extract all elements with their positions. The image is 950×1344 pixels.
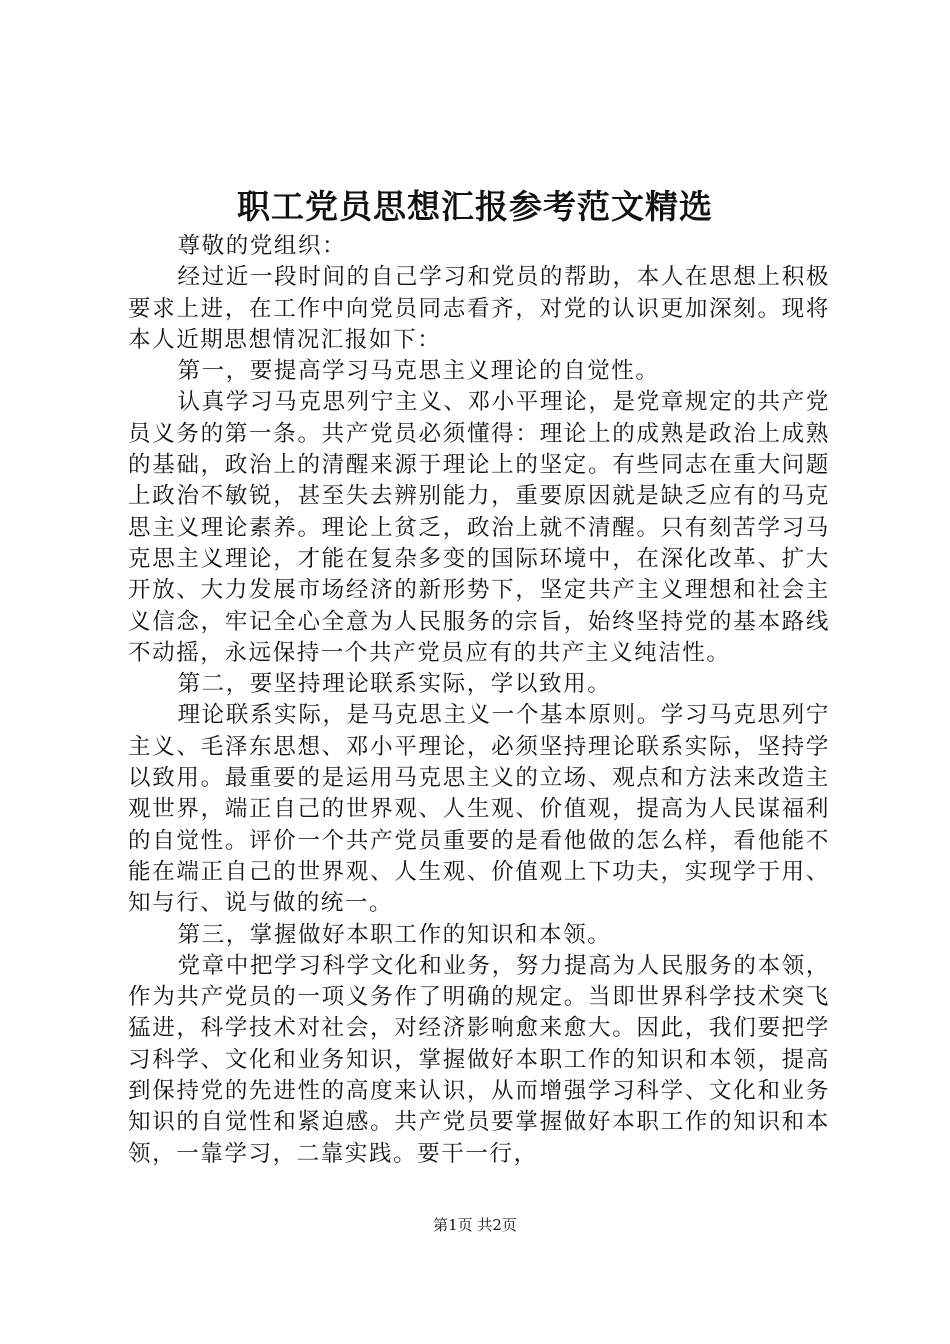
section-heading-1: 第一，要提高学习马克思主义理论的自觉性。 [177, 358, 660, 385]
intro-paragraph: 经过近一段时间的自己学习和党员的帮助，本人在思想上积极要求上进，在工作中向党员同志看齐，对党的认识更加深刻。现将本人近期思想情况汇报如下： [128, 264, 830, 353]
document-body [128, 231, 830, 1170]
section-body-3: 党章中把学习科学文化和业务，努力提高为人民服务的本领，作为共产党员的一项义务作了明确的规定。当即世界科学技术突飞猛进，科学技术对社会，对经济影响愈来愈大。因此，我们要把学习科学、文化和业务知识，掌握做好本职工作的知识和本领，提高到保持党的先进性的高度来认识，从而增强学习科学、文化和业务知识的自觉性和紧迫感。共产党员要掌握做好本职工作的知识和本领，一靠学习，二靠实践。要干一行， [128, 952, 830, 1167]
document-title: 职工党员思想汇报参考范文精选 [237, 187, 713, 226]
salutation-paragraph: 尊敬的党组织： [177, 233, 347, 259]
section-heading-2: 第二，要坚持理论联系实际，学以致用。 [177, 671, 612, 698]
section-body-2: 理论联系实际，是马克思主义一个基本原则。学习马克思列宁主义、毛泽东思想、邓小平理论，必须坚持理论联系实际，坚持学以致用。最重要的是运用马克思主义的立场、观点和方法来改造主观世界，端正自己的世界观、人生观、价值观，提高为人民谋福利的自觉性。评价一个共产党员重要的是看他做的怎么样，看他能不能在端正自己的世界观、人生观、价值观上下功夫，实现学于用、知与行、说与做的统一。 [128, 702, 830, 917]
page-footer: 第1页 共2页 [433, 1216, 517, 1234]
section-body-1: 认真学习马克思列宁主义、邓小平理论，是党章规定的共产党员义务的第一条。共产党员必须懂得：理论上的成熟是政治上成熟的基础，政治上的清醒来源于理论上的坚定。有些同志在重大问题上政治不敏锐，甚至失去辨别能力，重要原因就是缺乏应有的马克思主义理论素养。理论上贫乏，政治上就不清醒。只有刻苦学习马克思主义理论，才能在复杂多变的国际环境中，在深化改革、扩大开放、大力发展市场经济的新形势下，坚定共产主义理想和社会主义信念，牢记全心全意为人民服务的宗旨，始终坚持党的基本路线不动摇，永远保持一个共产党员应有的共产主义纯洁性。 [128, 389, 830, 666]
section-heading-3: 第三，掌握做好本职工作的知识和本领。 [177, 921, 612, 948]
